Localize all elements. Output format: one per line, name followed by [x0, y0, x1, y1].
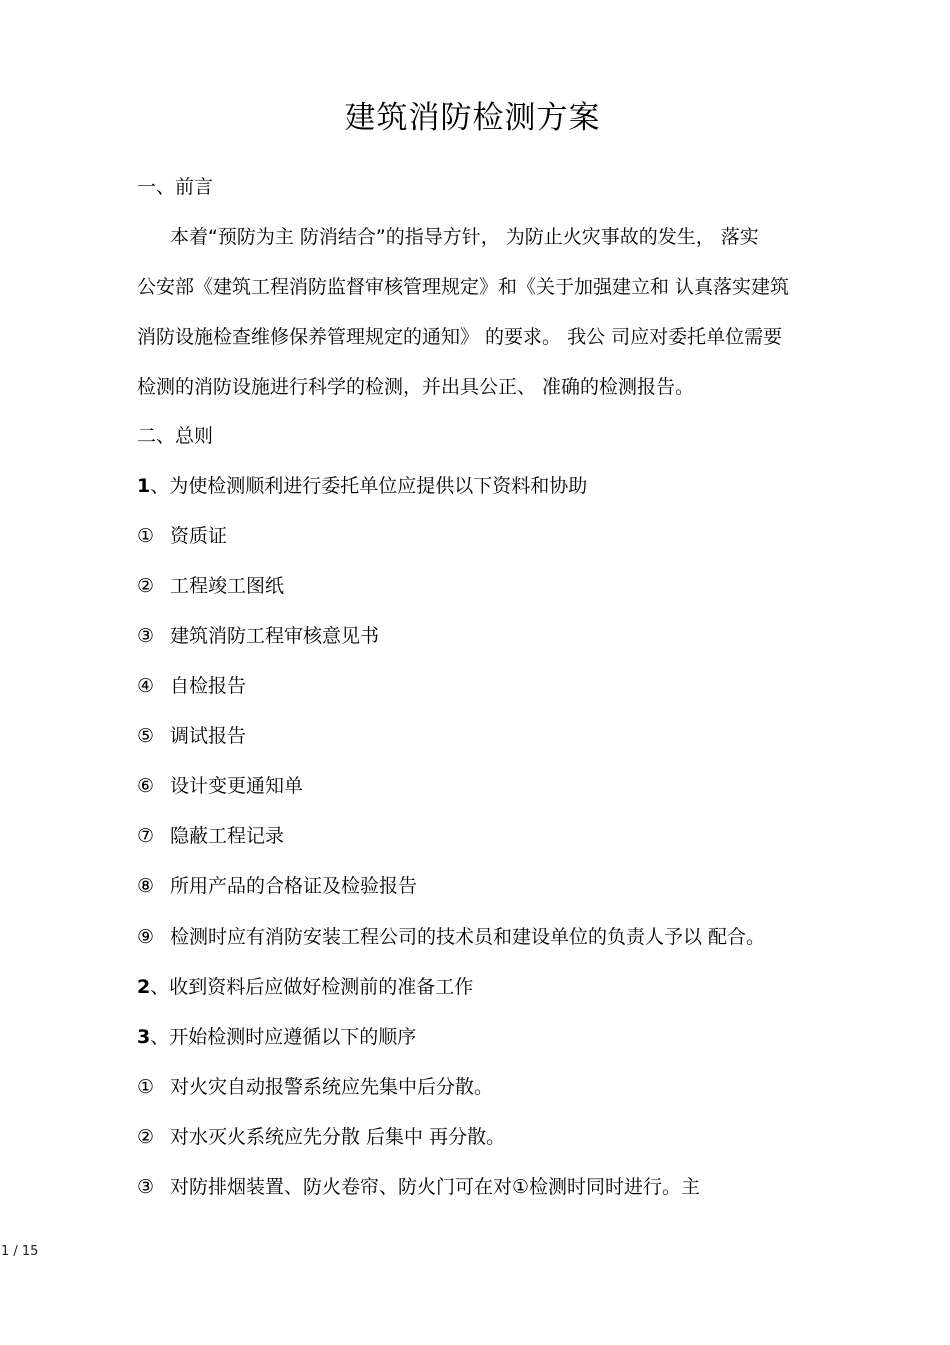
circled-number: ③ — [137, 1176, 155, 1198]
item-number: 3 — [137, 1026, 151, 1048]
section-heading-preface: 一、前言 — [137, 176, 214, 198]
circled-number: ② — [137, 575, 155, 597]
numbered-item-3 — [137, 1022, 837, 1052]
list-item — [137, 621, 837, 651]
list-item — [137, 1122, 837, 1152]
list-item-text: 对水灭火系统应先分散 后集中 再分散。 — [170, 1126, 506, 1148]
preface-line: 公安部《建筑工程消防监督审核管理规定》和《关于加强建立和 认真落实建筑 — [137, 276, 790, 298]
list-item-text: 检测时应有消防安装工程公司的技术员和建设单位的负责人予以 配合。 — [170, 926, 766, 948]
list-item — [137, 871, 837, 901]
preface-line: 检测的消防设施进行科学的检测，并出具公正、 准确的检测报告。 — [137, 376, 695, 398]
list-item — [137, 1072, 837, 1102]
circled-number: ② — [137, 1126, 155, 1148]
item-number: 1 — [137, 475, 151, 497]
list-item — [137, 922, 837, 952]
list-item — [137, 671, 837, 701]
list-item-text: 隐蔽工程记录 — [170, 825, 285, 847]
circled-number: ⑥ — [137, 775, 155, 797]
item-text: 、为使检测顺利进行委托单位应提供以下资料和协助 — [150, 475, 588, 497]
section-heading-general: 二、总则 — [137, 425, 214, 447]
list-item-text: 所用产品的合格证及检验报告 — [170, 875, 418, 897]
circled-number: ③ — [137, 625, 155, 647]
numbered-item-1 — [137, 471, 837, 501]
list-item-text: 对防排烟装置、防火卷帘、防火门可在对①检测时同时进行。主 — [170, 1176, 701, 1198]
page-number: 1 / 15 — [1, 1244, 39, 1259]
list-item — [137, 571, 837, 601]
list-item — [137, 521, 837, 551]
list-item-text: 调试报告 — [170, 725, 247, 747]
list-item — [137, 721, 837, 751]
circled-number: ⑨ — [137, 926, 155, 948]
page-title: 建筑消防检测方案 — [344, 100, 601, 136]
item-text: 、开始检测时应遵循以下的顺序 — [150, 1026, 417, 1048]
list-item — [137, 821, 837, 851]
preface-line: 本着“预防为主 防消结合”的指导方针， 为防止火灾事故的发生， 落实 — [170, 226, 759, 248]
circled-number: ④ — [137, 675, 155, 697]
list-item-text: 建筑消防工程审核意见书 — [170, 625, 380, 647]
numbered-item-2 — [137, 972, 837, 1002]
list-item-text: 自检报告 — [170, 675, 247, 697]
list-item — [137, 771, 837, 801]
list-item — [137, 1172, 837, 1202]
list-item-text: 对火灾自动报警系统应先集中后分散。 — [170, 1076, 494, 1098]
circled-number: ⑦ — [137, 825, 155, 847]
list-item-text: 资质证 — [170, 525, 228, 547]
list-item-text: 设计变更通知单 — [170, 775, 304, 797]
item-text: 、收到资料后应做好检测前的准备工作 — [150, 976, 474, 998]
circled-number: ⑤ — [137, 725, 155, 747]
circled-number: ① — [137, 1076, 155, 1098]
circled-number: ① — [137, 525, 155, 547]
preface-line: 消防设施检查维修保养管理规定的通知》 的要求。 我公 司应对委托单位需要 — [137, 326, 783, 348]
item-number: 2 — [137, 976, 151, 998]
circled-number: ⑧ — [137, 875, 155, 897]
list-item-text: 工程竣工图纸 — [170, 575, 285, 597]
